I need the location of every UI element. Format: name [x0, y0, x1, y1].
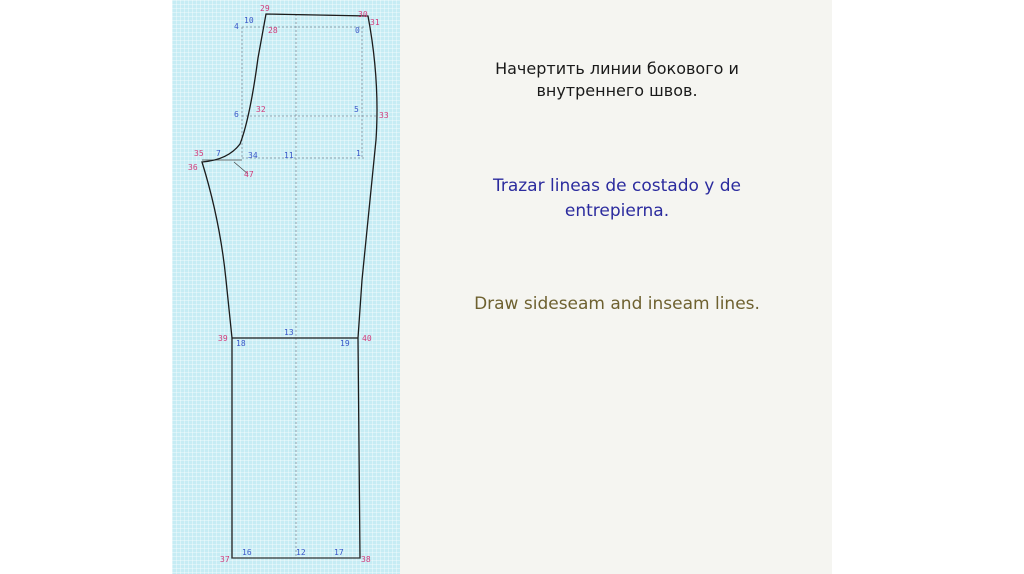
point-label-37: 37 [220, 555, 230, 564]
caption-russian: Начертить линии бокового и внутреннего швов. [495, 59, 739, 100]
slide [172, 0, 832, 574]
point-label-6: 6 [234, 110, 239, 119]
point-label-36: 36 [188, 163, 198, 172]
point-label-13: 13 [284, 328, 294, 337]
point-label-11: 11 [284, 151, 294, 160]
instruction-text-area [402, 0, 832, 574]
trouser-outline [202, 14, 377, 558]
point-label-7: 7 [216, 149, 221, 158]
point-label-30: 30 [358, 10, 368, 19]
pattern-panel [172, 0, 400, 574]
point-label-0: 0 [355, 26, 360, 35]
point-label-29: 29 [260, 4, 270, 13]
point-label-35: 35 [194, 149, 204, 158]
point-label-34: 34 [248, 151, 258, 160]
point-label-12: 12 [296, 548, 306, 557]
point-label-1: 1 [356, 149, 361, 158]
point-label-39: 39 [218, 334, 228, 343]
point-label-32: 32 [256, 105, 266, 114]
point-label-33: 33 [379, 111, 389, 120]
point-label-5: 5 [354, 105, 359, 114]
point-label-18: 18 [236, 339, 246, 348]
point-label-28: 28 [268, 26, 278, 35]
caption-spanish: Trazar lineas de costado y de entrepierna. [492, 176, 742, 221]
caption-english: Draw sideseam and inseam lines. [474, 294, 760, 314]
point-label-19: 19 [340, 339, 350, 348]
point-label-10: 10 [244, 16, 254, 25]
point-label-16: 16 [242, 548, 252, 557]
point-label-17: 17 [334, 548, 344, 557]
point-label-47: 47 [244, 170, 254, 179]
trouser-pattern-diagram [172, 0, 400, 574]
point-label-4: 4 [234, 22, 239, 31]
point-label-38: 38 [361, 555, 371, 564]
point-label-31: 31 [370, 18, 380, 27]
point-label-40: 40 [362, 334, 372, 343]
